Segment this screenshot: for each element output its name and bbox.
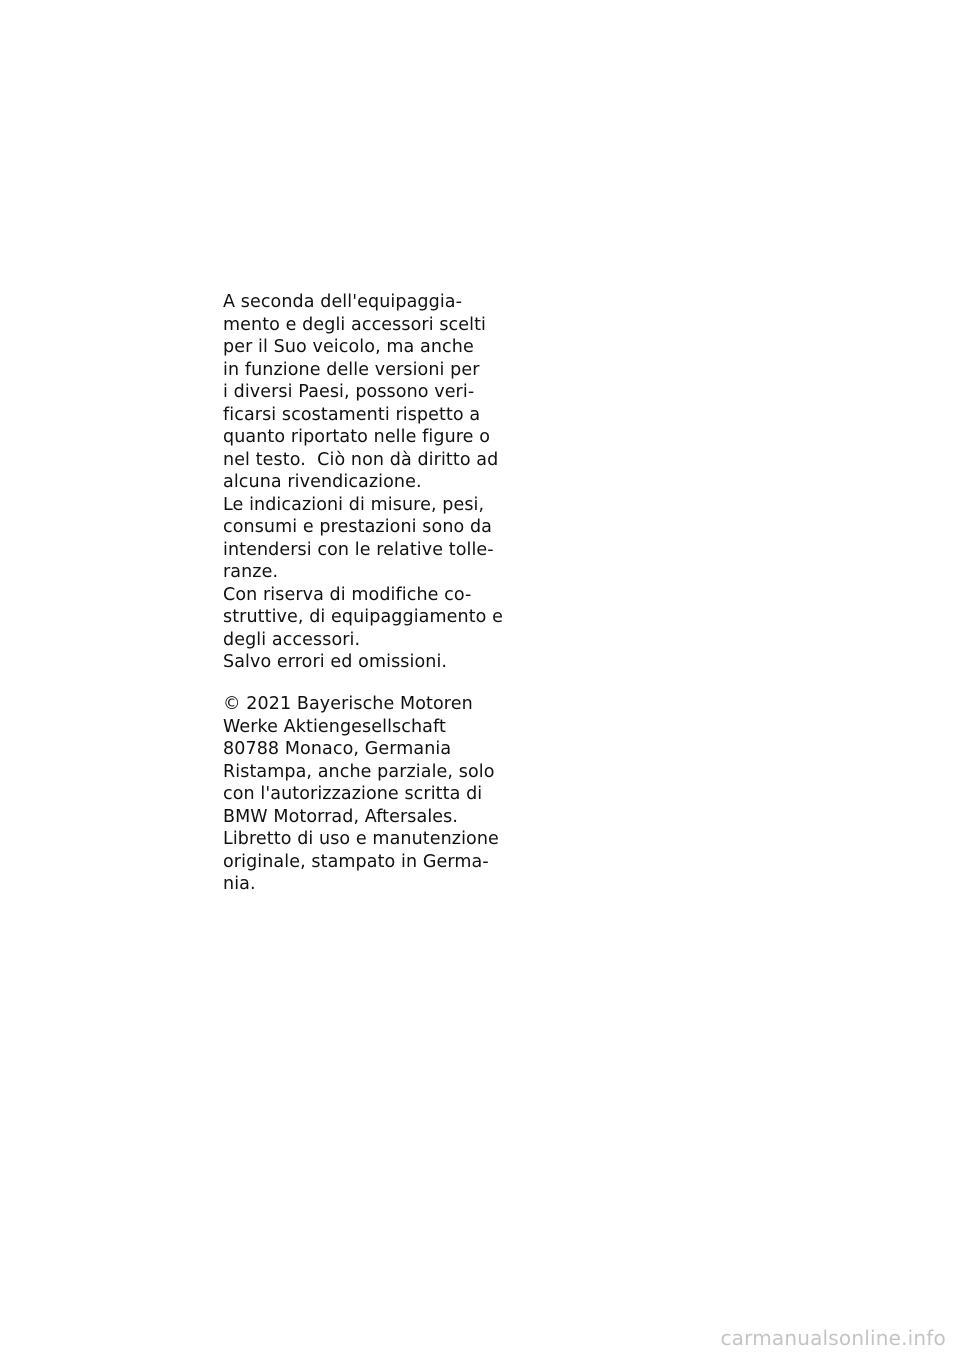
copyright-line: Ristampa, anche parziale, solo bbox=[223, 761, 495, 782]
disclaimer-line: alcuna rivendicazione. bbox=[223, 472, 422, 492]
disclaimer-line: mento e degli accessori scelti bbox=[223, 314, 487, 335]
disclaimer-line: struttive, di equipaggiamento e bbox=[223, 607, 503, 627]
disclaimer-line: nel testo. Ciò non dà diritto ad bbox=[223, 449, 499, 470]
copyright-line: originale, stampato in Germa- bbox=[223, 851, 489, 872]
copyright-line: Werke Aktiengesellschaft bbox=[223, 716, 446, 737]
disclaimer-line: ranze. bbox=[223, 562, 279, 582]
disclaimer-line: ficarsi scostamenti rispetto a bbox=[223, 404, 481, 425]
disclaimer-line: quanto riportato nelle figure o bbox=[223, 427, 491, 447]
disclaimer-line: i diversi Paesi, possono veri- bbox=[223, 382, 475, 402]
copyright-line: con l'autorizzazione scritta di bbox=[223, 784, 483, 804]
disclaimer-line: per il Suo veicolo, ma anche bbox=[223, 337, 474, 357]
disclaimer-paragraph bbox=[223, 291, 503, 674]
disclaimer-line: Con riserva di modifiche co- bbox=[223, 584, 472, 605]
copyright-line: nia. bbox=[223, 874, 256, 894]
disclaimer-line: Salvo errori ed omissioni. bbox=[223, 652, 448, 672]
disclaimer-line: in funzione delle versioni per bbox=[223, 359, 480, 380]
site-watermark: carmanualsonline.info bbox=[720, 1326, 946, 1350]
copyright-line: BMW Motorrad, Aftersales. bbox=[223, 806, 459, 827]
copyright-line: Libretto di uso e manutenzione bbox=[223, 829, 499, 849]
disclaimer-line: intendersi con le relative tolle- bbox=[223, 539, 494, 560]
copyright-line: © 2021 Bayerische Motoren bbox=[223, 694, 473, 714]
copyright-line: 80788 Monaco, Germania bbox=[223, 739, 452, 759]
disclaimer-line: Le indicazioni di misure, pesi, bbox=[223, 494, 485, 515]
copyright-paragraph bbox=[223, 693, 499, 896]
disclaimer-line: degli accessori. bbox=[223, 629, 361, 650]
disclaimer-line: A seconda dell'equipaggia- bbox=[223, 292, 463, 312]
disclaimer-line: consumi e prestazioni sono da bbox=[223, 517, 493, 537]
